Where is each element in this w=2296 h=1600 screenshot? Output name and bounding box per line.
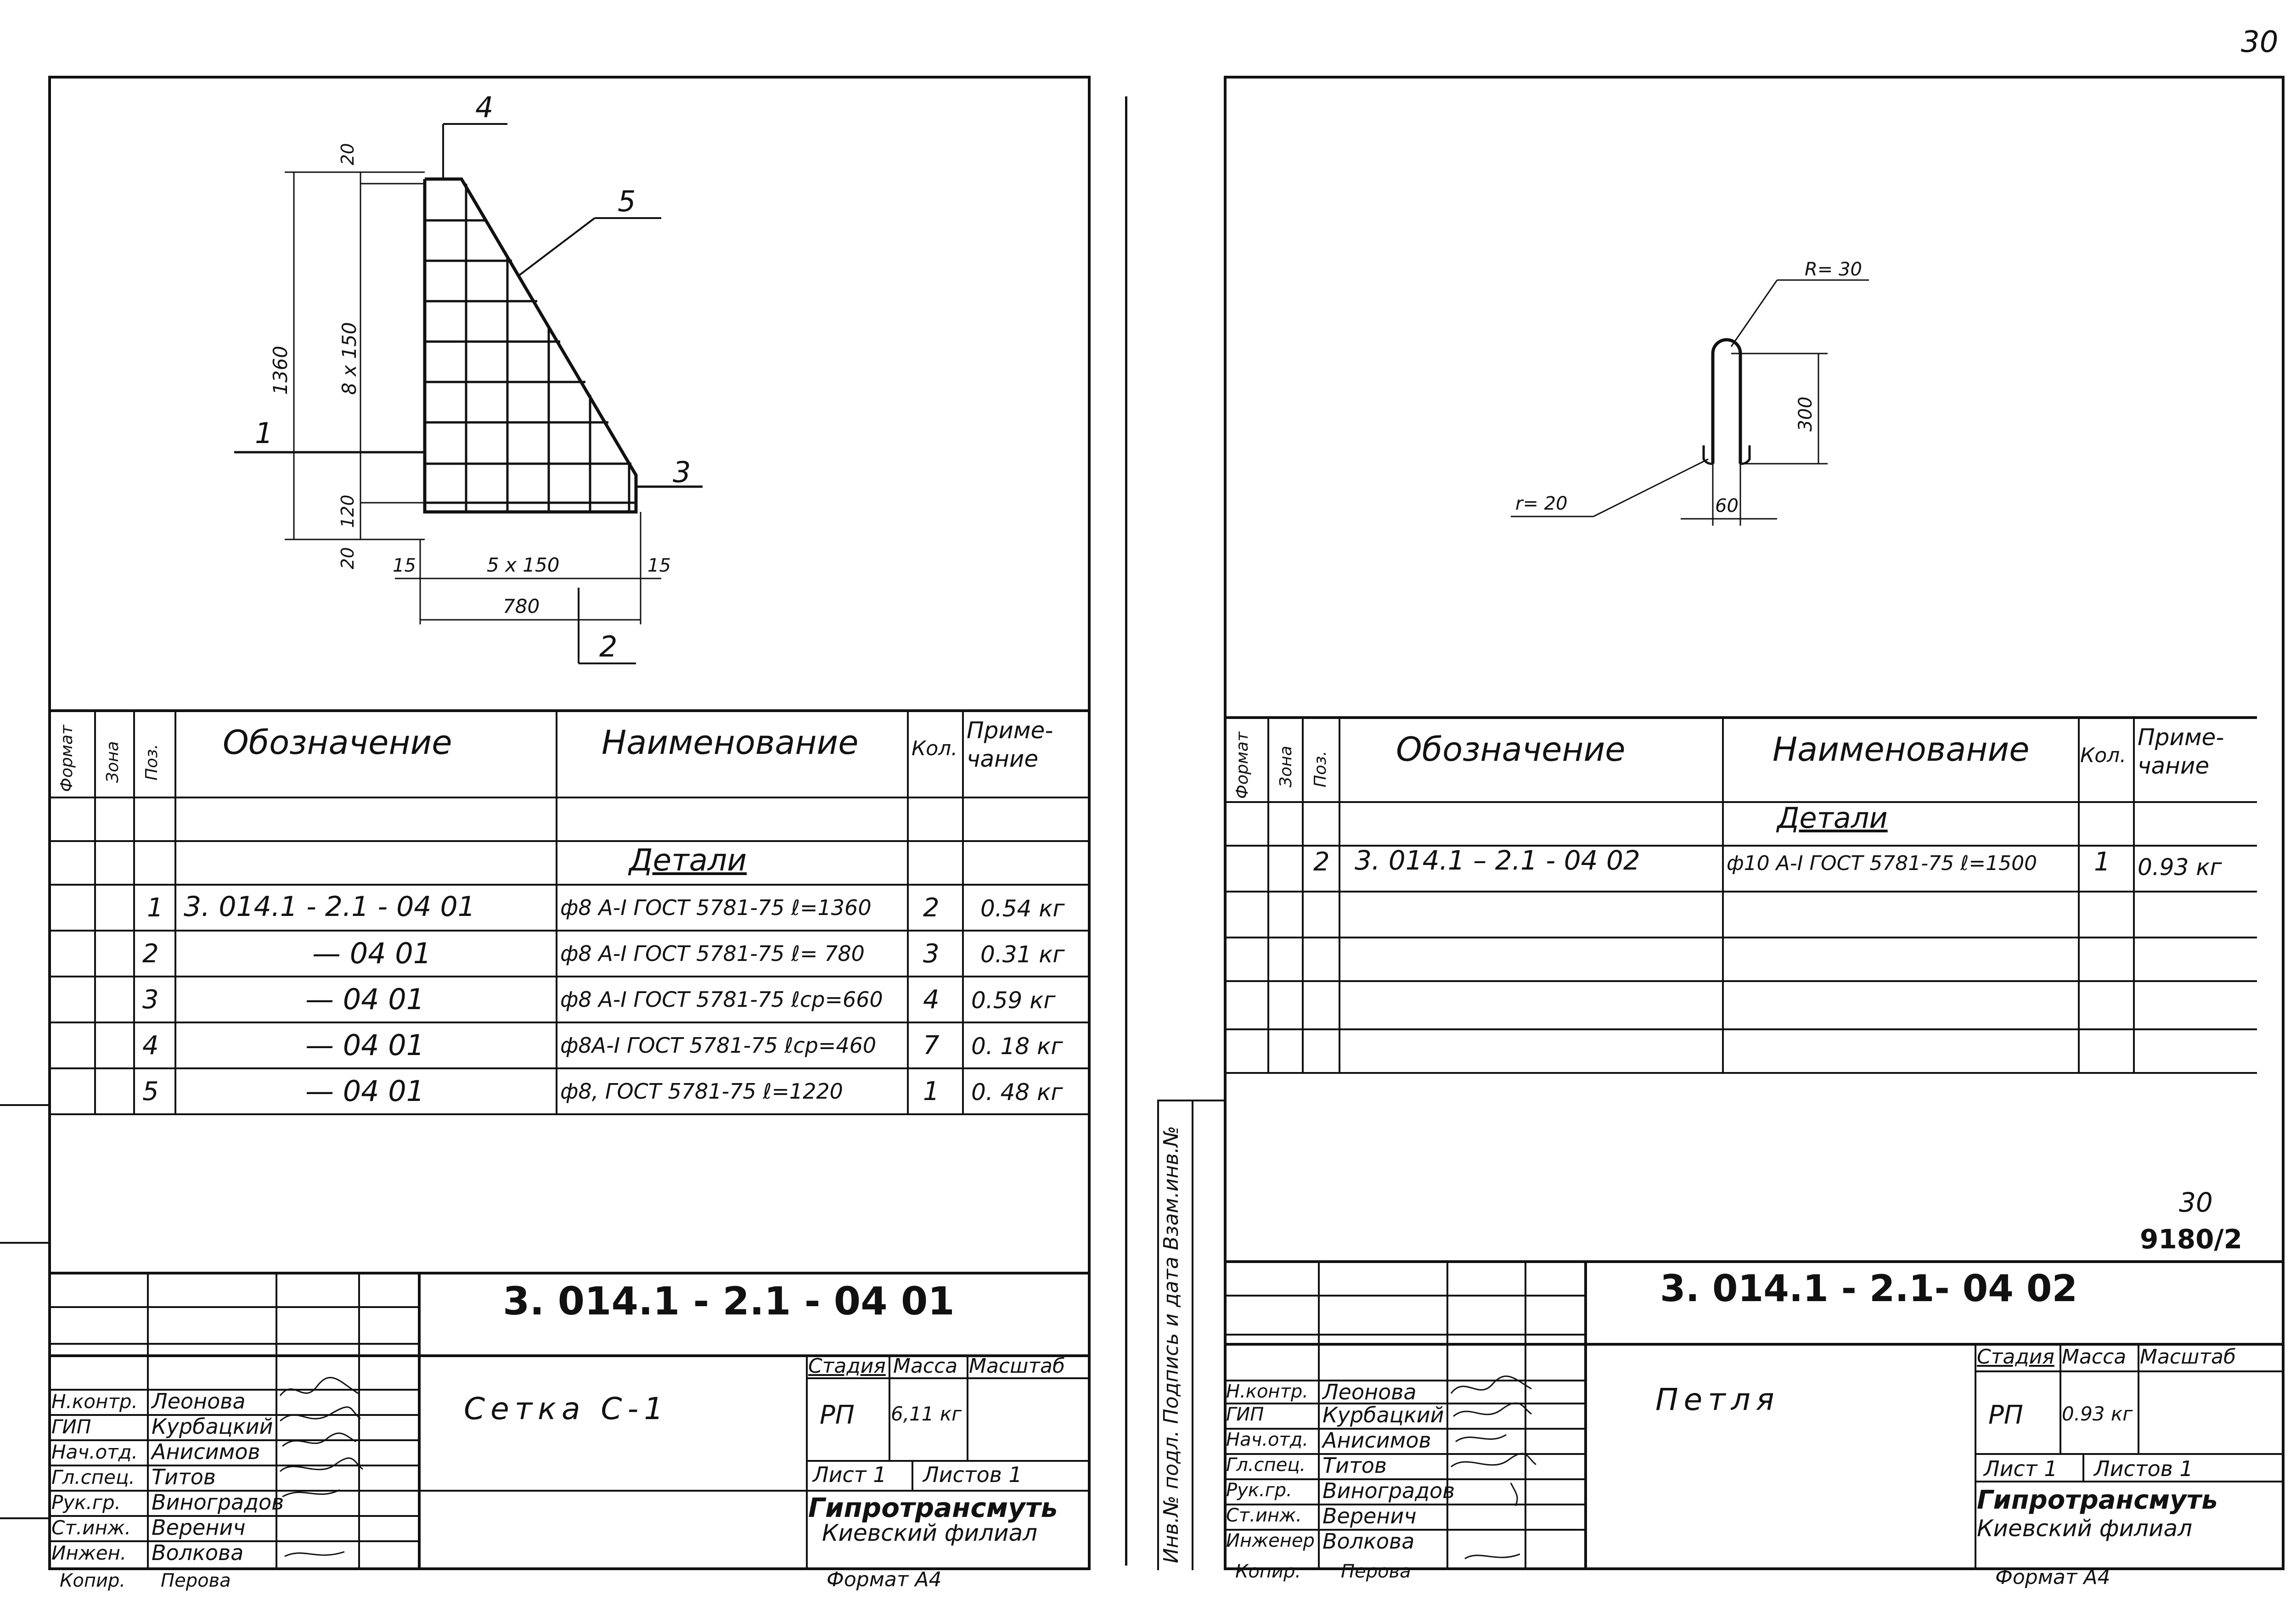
row-name: ф8 A-I ГОСТ 5781-75 ℓ= 780 xyxy=(560,941,865,966)
copy-label: Копир. xyxy=(60,1570,126,1591)
title-designation: 3. 014.1 - 2.1 - 04 01 xyxy=(503,1279,955,1324)
role-name: Анисимов xyxy=(152,1439,260,1464)
row-qty: 7 xyxy=(923,1031,940,1061)
mesh-outline xyxy=(425,179,636,512)
row-designation: 3. 014.1 – 2.1 - 04 02 xyxy=(1355,845,1640,876)
role-name: Волкова xyxy=(1322,1529,1415,1554)
copy-label: Копир. xyxy=(1235,1561,1301,1582)
row-pos: 5 xyxy=(142,1077,159,1106)
stage-label: Стадия xyxy=(808,1354,886,1378)
dim-1360: 1360 xyxy=(269,346,292,395)
role-name: Веренич xyxy=(152,1515,246,1540)
header-qty: Кол. xyxy=(912,737,958,760)
header-name: Наименование xyxy=(602,723,859,762)
dim-300: 300 xyxy=(1795,396,1816,432)
dim-r20: r= 20 xyxy=(1515,493,1568,514)
role-label: ГИП xyxy=(51,1415,91,1438)
header-name: Наименование xyxy=(1773,730,2030,769)
left-drawing xyxy=(0,0,1125,712)
row-name: ф8 A-I ГОСТ 5781-75 ℓ=1360 xyxy=(560,895,872,920)
role-name: Волкова xyxy=(152,1540,244,1565)
header-note: Приме-чание xyxy=(967,717,1053,772)
copier-name: Перова xyxy=(161,1570,231,1591)
row-note: 0.31 кг xyxy=(980,941,1065,968)
sheets-value: Листов 1 xyxy=(923,1462,1022,1487)
stage-value: РП xyxy=(820,1400,855,1430)
album-sheet-number: 30 xyxy=(2179,1187,2213,1218)
role-name: Виноградов xyxy=(152,1490,284,1515)
org-branch: Киевский филиал xyxy=(1977,1515,2193,1542)
role-name: Леонова xyxy=(1322,1380,1417,1404)
role-label: Рук.гр. xyxy=(51,1491,121,1514)
row-qty: 3 xyxy=(923,939,940,969)
role-label: Гл.спец. xyxy=(1226,1454,1306,1476)
role-label: Нач.отд. xyxy=(51,1441,138,1463)
scale-label: Масштаб xyxy=(969,1354,1065,1378)
sheet-value: Лист 1 xyxy=(1984,1456,2058,1481)
dim-15-left: 15 xyxy=(393,555,416,576)
stage-label: Стадия xyxy=(1977,1345,2054,1369)
header-pos: Поз. xyxy=(142,744,161,780)
role-name: Веренич xyxy=(1322,1504,1417,1528)
sheets-value: Листов 1 xyxy=(2094,1456,2193,1481)
header-designation: Обозначение xyxy=(223,723,452,762)
org-name: Гипротрансмуть xyxy=(808,1492,1058,1523)
row-qty: 4 xyxy=(923,985,940,1015)
row-pos: 3 xyxy=(142,985,159,1015)
role-name: Анисимов xyxy=(1322,1428,1431,1453)
title-name: Петля xyxy=(1655,1382,1780,1417)
dim-120: 120 xyxy=(338,494,358,528)
row-name: ф8 A-I ГОСТ 5781-75 ℓср=660 xyxy=(560,987,883,1012)
header-designation: Обозначение xyxy=(1396,730,1626,769)
header-format: Формат xyxy=(57,724,76,792)
dim-15-right: 15 xyxy=(647,555,671,576)
role-name: Курбацкий xyxy=(152,1414,273,1439)
stage-value: РП xyxy=(1988,1400,2023,1430)
row-qty: 2 xyxy=(923,893,940,923)
callout-5: 5 xyxy=(618,185,636,218)
row-note: 0.54 кг xyxy=(980,895,1065,922)
mass-value: 6,11 кг xyxy=(891,1403,962,1425)
role-label: Гл.спец. xyxy=(51,1466,135,1488)
row-note: 0.93 кг xyxy=(2138,854,2222,881)
section-title: Детали xyxy=(1777,801,1888,835)
header-zone: Зона xyxy=(1277,746,1295,787)
mass-label: Масса xyxy=(893,1354,958,1378)
margin-tick xyxy=(0,1242,51,1244)
row-designation: — 04 01 xyxy=(305,982,425,1016)
sheet-value: Лист 1 xyxy=(813,1462,887,1487)
signatures xyxy=(1446,1373,1538,1566)
role-name: Леонова xyxy=(152,1389,246,1414)
album-code: 9180/2 xyxy=(2140,1224,2242,1255)
role-label: Н.контр. xyxy=(51,1390,138,1413)
margin-tick xyxy=(0,1104,51,1106)
title-designation: 3. 014.1 - 2.1- 04 02 xyxy=(1660,1267,2078,1310)
callout-3: 3 xyxy=(673,455,691,489)
dim-60: 60 xyxy=(1715,495,1739,516)
row-qty: 1 xyxy=(923,1077,940,1106)
copier-name: Перова xyxy=(1341,1561,1411,1582)
org-branch: Киевский филиал xyxy=(822,1520,1038,1546)
dim-r30: R= 30 xyxy=(1805,259,1862,280)
row-pos: 1 xyxy=(147,893,163,923)
row-designation: — 04 01 xyxy=(312,937,432,970)
role-label: Ст.инж. xyxy=(51,1516,131,1539)
role-name: Титов xyxy=(1322,1453,1387,1478)
title-name: Сетка С-1 xyxy=(464,1391,669,1426)
format-label: Формат А4 xyxy=(1995,1566,2110,1589)
role-name: Титов xyxy=(152,1465,216,1489)
header-qty: Кол. xyxy=(2080,744,2127,767)
role-label: Рук.гр. xyxy=(1226,1480,1292,1501)
row-designation: 3. 014.1 - 2.1 - 04 01 xyxy=(184,891,475,923)
margin-tick xyxy=(0,1517,51,1519)
dim-780: 780 xyxy=(503,595,540,618)
row-designation: — 04 01 xyxy=(305,1028,425,1062)
dim-20-top: 20 xyxy=(338,143,358,165)
callout-1: 1 xyxy=(255,416,273,450)
row-name: ф10 A-I ГОСТ 5781-75 ℓ=1500 xyxy=(1727,852,2037,875)
role-name: Виноградов xyxy=(1322,1478,1455,1503)
row-note: 0.59 кг xyxy=(971,987,1056,1014)
signatures xyxy=(276,1373,367,1566)
org-name: Гипротрансмуть xyxy=(1977,1485,2218,1515)
role-label: Ст.инж. xyxy=(1226,1505,1302,1526)
role-label: Нач.отд. xyxy=(1226,1429,1309,1450)
mass-label: Масса xyxy=(2062,1345,2127,1369)
header-pos: Поз. xyxy=(1311,751,1330,787)
scale-label: Масштаб xyxy=(2140,1345,2236,1369)
row-qty: 1 xyxy=(2094,847,2110,877)
format-label: Формат А4 xyxy=(827,1568,942,1591)
header-format: Формат xyxy=(1233,731,1252,799)
callout-4: 4 xyxy=(475,90,494,124)
role-label: Н.контр. xyxy=(1226,1381,1308,1402)
dim-8x150: 8 x 150 xyxy=(338,322,360,395)
row-name: ф8A-I ГОСТ 5781-75 ℓср=460 xyxy=(560,1033,877,1058)
header-note: Приме-чание xyxy=(2138,724,2224,779)
row-pos: 2 xyxy=(1313,847,1330,877)
row-pos: 2 xyxy=(142,939,159,969)
page-number: 30 xyxy=(2241,25,2279,59)
dim-5x150: 5 x 150 xyxy=(487,554,560,576)
role-label: ГИП xyxy=(1226,1404,1264,1425)
section-title: Детали xyxy=(629,842,747,878)
loop-shape xyxy=(1713,340,1740,464)
role-label: Инжен. xyxy=(51,1542,127,1564)
side-stamp-text: Инв.№ подл. Подпись и дата Взам.инв.№ xyxy=(1159,1126,1183,1563)
role-label: Инженер xyxy=(1226,1530,1315,1551)
row-note: 0. 48 кг xyxy=(971,1079,1063,1106)
header-zone: Зона xyxy=(103,741,122,783)
mass-value: 0.93 кг xyxy=(2062,1403,2133,1425)
row-designation: — 04 01 xyxy=(305,1074,425,1108)
role-name: Курбацкий xyxy=(1322,1403,1444,1427)
right-drawing xyxy=(1125,0,2250,712)
callout-2: 2 xyxy=(599,630,618,663)
row-pos: 4 xyxy=(142,1031,159,1061)
dim-20-bottom: 20 xyxy=(338,547,358,569)
row-note: 0. 18 кг xyxy=(971,1033,1063,1060)
row-name: ф8, ГОСТ 5781-75 ℓ=1220 xyxy=(560,1079,843,1104)
